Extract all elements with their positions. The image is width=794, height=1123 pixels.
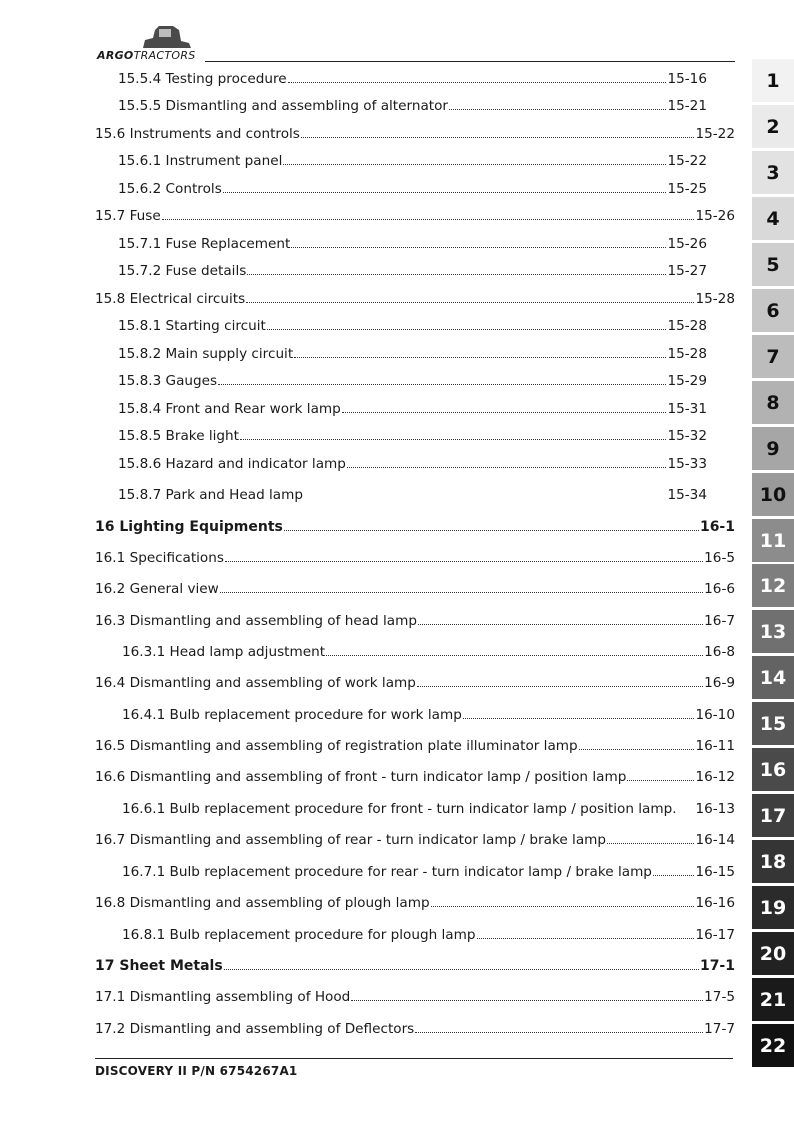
toc-dot-leader [223,192,667,193]
toc-entry-title: 17.2 Dismantling and assembling of Deflectors [95,1021,415,1037]
toc-entry[interactable] [122,863,735,881]
toc-entry[interactable] [95,125,735,143]
toc-entry[interactable] [118,70,707,88]
toc-entry[interactable] [118,372,707,390]
toc-dot-leader [284,530,699,531]
toc-entry[interactable] [118,180,707,198]
toc-entry-title: 16.2 General view [95,581,219,597]
toc-dot-leader [449,109,666,110]
toc-entry-title: 15.7.1 Fuse Replacement [118,236,291,252]
toc-entry-page: 15-28 [667,318,707,334]
toc-entry[interactable] [118,152,707,170]
toc-entry-page: 15-21 [667,98,707,114]
toc-dot-leader [218,384,666,385]
chapter-tab[interactable]: 6 [752,289,794,332]
chapter-tab[interactable]: 9 [752,427,794,470]
toc-entry-title: 17 Sheet Metals [95,958,223,974]
chapter-tab[interactable]: 22 [752,1024,794,1067]
toc-entry-title: 15.7.2 Fuse details [118,263,247,279]
toc-entry-page: 16-10 [695,707,735,723]
toc-entry-page: 15-27 [667,263,707,279]
toc-entry[interactable] [95,988,735,1006]
chapter-tab[interactable]: 20 [752,932,794,975]
toc-entry-page: 16-5 [704,550,735,566]
toc-dot-leader [267,329,667,330]
toc-dot-leader [347,467,667,468]
toc-entry[interactable] [118,427,707,445]
toc-entry-title: 16.4.1 Bulb replacement procedure for work lamp [122,707,462,723]
toc-dot-leader [463,718,695,719]
argo-tractors-logo [95,22,225,62]
toc-entry[interactable] [95,580,735,598]
toc-dot-leader [351,1000,703,1001]
toc-entry-title: 15.5.4 Testing procedure [118,71,287,87]
toc-dot-leader [301,137,695,138]
toc-entry-title: 16.3 Dismantling and assembling of head lamp [95,613,417,629]
chapter-tab[interactable]: 1 [752,59,794,102]
toc-entry[interactable] [118,97,707,115]
toc-entry[interactable] [95,768,735,786]
toc-entry-page: 16-1 [699,519,735,535]
toc-entry-page: 16-7 [704,613,735,629]
toc-entry-title: 16.8.1 Bulb replacement procedure for plough lamp [122,927,476,943]
toc-entry-page: 15-31 [667,401,707,417]
toc-entry[interactable] [95,290,735,308]
toc-entry-title: 16.1 Specifications [95,550,224,566]
toc-entry[interactable] [95,894,735,912]
toc-entry-page: 16-15 [695,864,735,880]
toc-entry[interactable] [95,674,735,692]
toc-dot-leader [225,561,703,562]
footer-rule [95,1058,733,1059]
page-header [95,22,735,64]
toc-entry-page: 17-7 [704,1021,735,1037]
toc-entry-title: 15.8.2 Main supply circuit [118,346,294,362]
toc-entry-page: 15-34 [667,487,707,503]
toc-entry-page: 16-12 [695,769,735,785]
toc-entry-page: 17-5 [704,989,735,1005]
toc-entry-title: 15.8.6 Hazard and indicator lamp [118,456,346,472]
toc-entry[interactable] [118,486,707,504]
chapter-tab[interactable]: 12 [752,564,794,607]
toc-entry-title: 15.6.1 Instrument panel [118,153,283,169]
toc-dot-leader [418,624,703,625]
chapter-tab[interactable]: 11 [752,519,794,562]
toc-entry-title: 15.8.1 Starting circuit [118,318,266,334]
toc-entry-page: 16-16 [695,895,735,911]
chapter-tab[interactable]: 8 [752,381,794,424]
toc-entry-page: 16-8 [704,644,735,660]
chapter-tab[interactable]: 21 [752,978,794,1021]
toc-entry[interactable] [118,345,707,363]
chapter-tab[interactable]: 3 [752,151,794,194]
chapter-tabs [752,59,794,1070]
toc-entry-title: 15.8.5 Brake light [118,428,240,444]
toc-dot-leader [283,164,666,165]
toc-entry-page: 16-17 [695,927,735,943]
toc-entry-page: 15-28 [667,346,707,362]
toc-dot-leader [247,274,666,275]
toc-entry[interactable] [95,831,735,849]
toc-dot-leader [627,780,694,781]
toc-entry-page: 16-13 [695,801,735,817]
chapter-tab[interactable]: 16 [752,748,794,791]
toc-entry-title: 16.7 Dismantling and assembling of rear - turn indicator lamp / brake lamp [95,832,607,848]
toc-entry[interactable] [118,317,707,335]
toc-dot-leader [342,412,667,413]
toc-entry-title: 16.3.1 Head lamp adjustment [122,644,326,660]
chapter-tab[interactable]: 10 [752,473,794,516]
toc-entry-title: 15.5.5 Dismantling and assembling of alternator [118,98,449,114]
chapter-tab[interactable]: 17 [752,794,794,837]
toc-entry-title: 15.8.4 Front and Rear work lamp [118,401,341,417]
toc-entry-title: 16.6 Dismantling and assembling of front - turn indicator lamp / position lamp [95,769,627,785]
toc-entry-title: 15.8 Electrical circuits [95,291,246,307]
toc-entry-page: 15-25 [667,181,707,197]
header-rule [205,61,735,62]
toc-entry-title: 15.6.2 Controls [118,181,222,197]
toc-entry[interactable] [95,737,735,755]
toc-dot-leader [291,247,666,248]
toc-entry[interactable] [122,926,735,944]
table-of-contents [95,64,735,1049]
toc-entry-page: 16-9 [704,675,735,691]
toc-entry[interactable] [118,455,707,473]
toc-entry-title: 15.6 Instruments and controls [95,126,300,142]
toc-entry-title: 16 Lighting Equipments [95,519,283,535]
toc-entry[interactable] [122,643,735,661]
toc-entry-page: 15-16 [667,71,707,87]
toc-entry-title: 16.7.1 Bulb replacement procedure for rear - turn indicator lamp / brake lamp [122,864,652,880]
toc-dot-leader [220,592,703,593]
toc-dot-leader [653,875,695,876]
toc-entry[interactable] [95,1020,735,1038]
toc-dot-leader [326,655,703,656]
toc-entry-page: 15-28 [695,291,735,307]
toc-entry-page: 16-6 [704,581,735,597]
toc-dot-leader [477,938,695,939]
toc-entry-title: 16.5 Dismantling and assembling of registration plate illuminator lamp [95,738,578,754]
toc-entry-title: 16.4 Dismantling and assembling of work lamp [95,675,416,691]
toc-dot-leader [246,302,694,303]
logo-brand-text: ARGO [97,49,134,62]
toc-entry-page: 16-11 [695,738,735,754]
toc-dot-leader [162,219,695,220]
chapter-tab[interactable]: 7 [752,335,794,378]
toc-dot-leader [240,439,666,440]
toc-dot-leader [579,749,695,750]
chapter-tab[interactable]: 18 [752,840,794,883]
chapter-tab[interactable]: 14 [752,656,794,699]
toc-dot-leader [417,686,703,687]
tractor-cab-icon [139,24,195,50]
toc-entry-page: 15-33 [667,456,707,472]
toc-entry[interactable] [122,706,735,724]
chapter-tab[interactable]: 13 [752,610,794,653]
toc-entry-page: 15-26 [667,236,707,252]
toc-dot-leader [294,357,666,358]
chapter-tab[interactable]: 15 [752,702,794,745]
chapter-tab[interactable]: 2 [752,105,794,148]
toc-entry-title: 15.8.7 Park and Head lamp [118,487,303,503]
chapter-tab[interactable]: 19 [752,886,794,929]
toc-entry-title: 15.7 Fuse [95,208,161,224]
chapter-tab[interactable]: 4 [752,197,794,240]
footer-part-number: DISCOVERY II P/N 6754267A1 [95,1064,298,1078]
toc-entry-page: 15-32 [667,428,707,444]
toc-entry[interactable] [95,957,735,975]
chapter-tab[interactable]: 5 [752,243,794,286]
toc-entry-title: 16.6.1 Bulb replacement procedure for front - turn indicator lamp / position lamp. [122,801,677,817]
toc-entry[interactable] [95,549,735,567]
toc-dot-leader [288,82,667,83]
toc-dot-leader [415,1032,703,1033]
toc-entry-page: 17-1 [699,958,735,974]
toc-entry-page: 16-14 [695,832,735,848]
toc-entry[interactable] [118,400,707,418]
toc-entry-page: 15-22 [695,126,735,142]
toc-dot-leader [224,969,699,970]
toc-entry[interactable] [95,207,735,225]
logo-sub-text: TRACTORS [133,49,196,62]
toc-entry[interactable] [95,612,735,630]
toc-entry-title: 16.8 Dismantling and assembling of plough lamp [95,895,430,911]
toc-dot-leader [431,906,695,907]
toc-entry-page: 15-29 [667,373,707,389]
toc-entry[interactable] [95,518,735,536]
toc-entry[interactable] [118,235,707,253]
toc-entry[interactable] [122,800,735,818]
toc-entry-page: 15-22 [667,153,707,169]
toc-entry[interactable] [118,262,707,280]
toc-entry-title: 15.8.3 Gauges [118,373,218,389]
toc-entry-page: 15-26 [695,208,735,224]
toc-dot-leader [607,843,694,844]
toc-entry-title: 17.1 Dismantling assembling of Hood [95,989,351,1005]
